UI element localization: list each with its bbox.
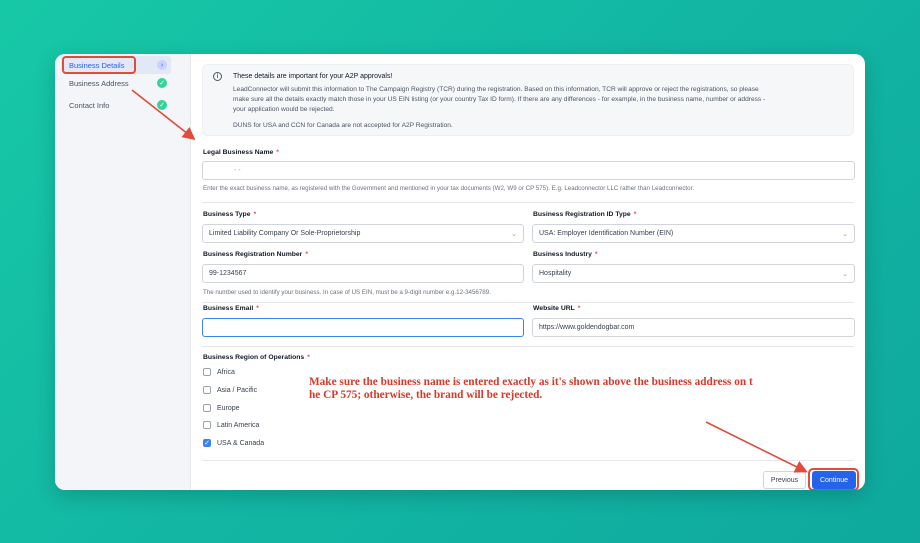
select-value: Limited Liability Company Or Sole-Proprietorship (209, 230, 361, 237)
notice-duns: DUNS for USA and CCN for Canada are not accepted for A2P Registration. (233, 122, 453, 129)
label-text: Business Region of Operations (203, 354, 305, 361)
checkbox-checked[interactable]: ✓ (204, 440, 210, 447)
required-mark: * (307, 354, 310, 361)
notice-line: LeadConnector will submit this information to The Campaign Registry (TCR) during the registration. Based on this information, TCR will approve or reject the registrations, so please (233, 86, 759, 93)
option-label: USA & Canada (217, 439, 265, 447)
check-circle-icon: ✓ (157, 78, 167, 88)
required-mark: * (276, 149, 279, 156)
info-icon: i (213, 72, 222, 81)
sidebar-item-label: Contact Info (69, 100, 110, 110)
chevron-right-icon: › (157, 60, 167, 70)
option-label: Europe (217, 404, 240, 412)
label-text: Website URL (533, 305, 575, 312)
notice-line: make sure all the details exactly match those in your US EIN listing (or your country Tax ID form). If there are any differences - for example, in the business name, number or address - (233, 96, 766, 103)
sidebar-item-label: Business Details (69, 60, 125, 70)
chevron-down-icon: ⌄ (511, 231, 517, 238)
required-mark: * (256, 305, 259, 312)
required-mark: * (633, 211, 637, 218)
required-mark: * (594, 251, 598, 258)
continue-button[interactable]: Continue (812, 471, 856, 489)
required-mark: * (305, 251, 308, 258)
option-label: Asia / Pacific (217, 386, 258, 394)
previous-button[interactable]: Previous (763, 471, 806, 489)
annotation-line: he CP 575; otherwise, the brand will be rejected. (309, 389, 543, 401)
label-text: Legal Business Name (203, 149, 274, 156)
check-circle-icon: ✓ (157, 100, 167, 110)
arrow-to-continue (706, 422, 805, 471)
chevron-down-icon: ⌄ (842, 271, 848, 278)
notice-title: These details are important for your A2P approvals! (233, 73, 393, 80)
annotation-line: Make sure the business name is entered exactly as it's shown above the business address on t (309, 376, 753, 388)
select-value: Hospitality (539, 270, 572, 277)
sidebar-item-label: Business Address (69, 78, 129, 88)
label-text: Business Email (203, 305, 254, 312)
option-label: Africa (217, 368, 235, 376)
option-label: Latin America (217, 421, 260, 429)
required-mark: * (577, 305, 581, 312)
required-mark: * (253, 211, 257, 218)
input-value: - - (234, 167, 241, 174)
label-text: Business Industry (533, 251, 592, 258)
legal-name-hint: Enter the exact business name, as registered with the Government and mentioned in your tax documents (W2, W9 or CP 575). E.g. Leadconnector LLC rather than Leadconnector. (203, 185, 695, 192)
label-text: Business Type (203, 211, 251, 218)
input-value: https://www.goldendogbar.com (539, 324, 635, 331)
label-text: Business Registration ID Type (533, 211, 631, 218)
reg-number-hint: The number used to identify your business. In case of US EIN, must be a 9-digit number e.g.12-3456789. (203, 289, 491, 296)
select-value: USA: Employer Identification Number (EIN) (539, 230, 674, 237)
chevron-down-icon: ⌄ (842, 231, 848, 238)
arrow-to-legal-name (132, 90, 193, 138)
notice-line: your application would be rejected. (233, 106, 335, 113)
input-value: 99-1234567 (209, 270, 247, 277)
label-text: Business Registration Number (203, 251, 303, 258)
